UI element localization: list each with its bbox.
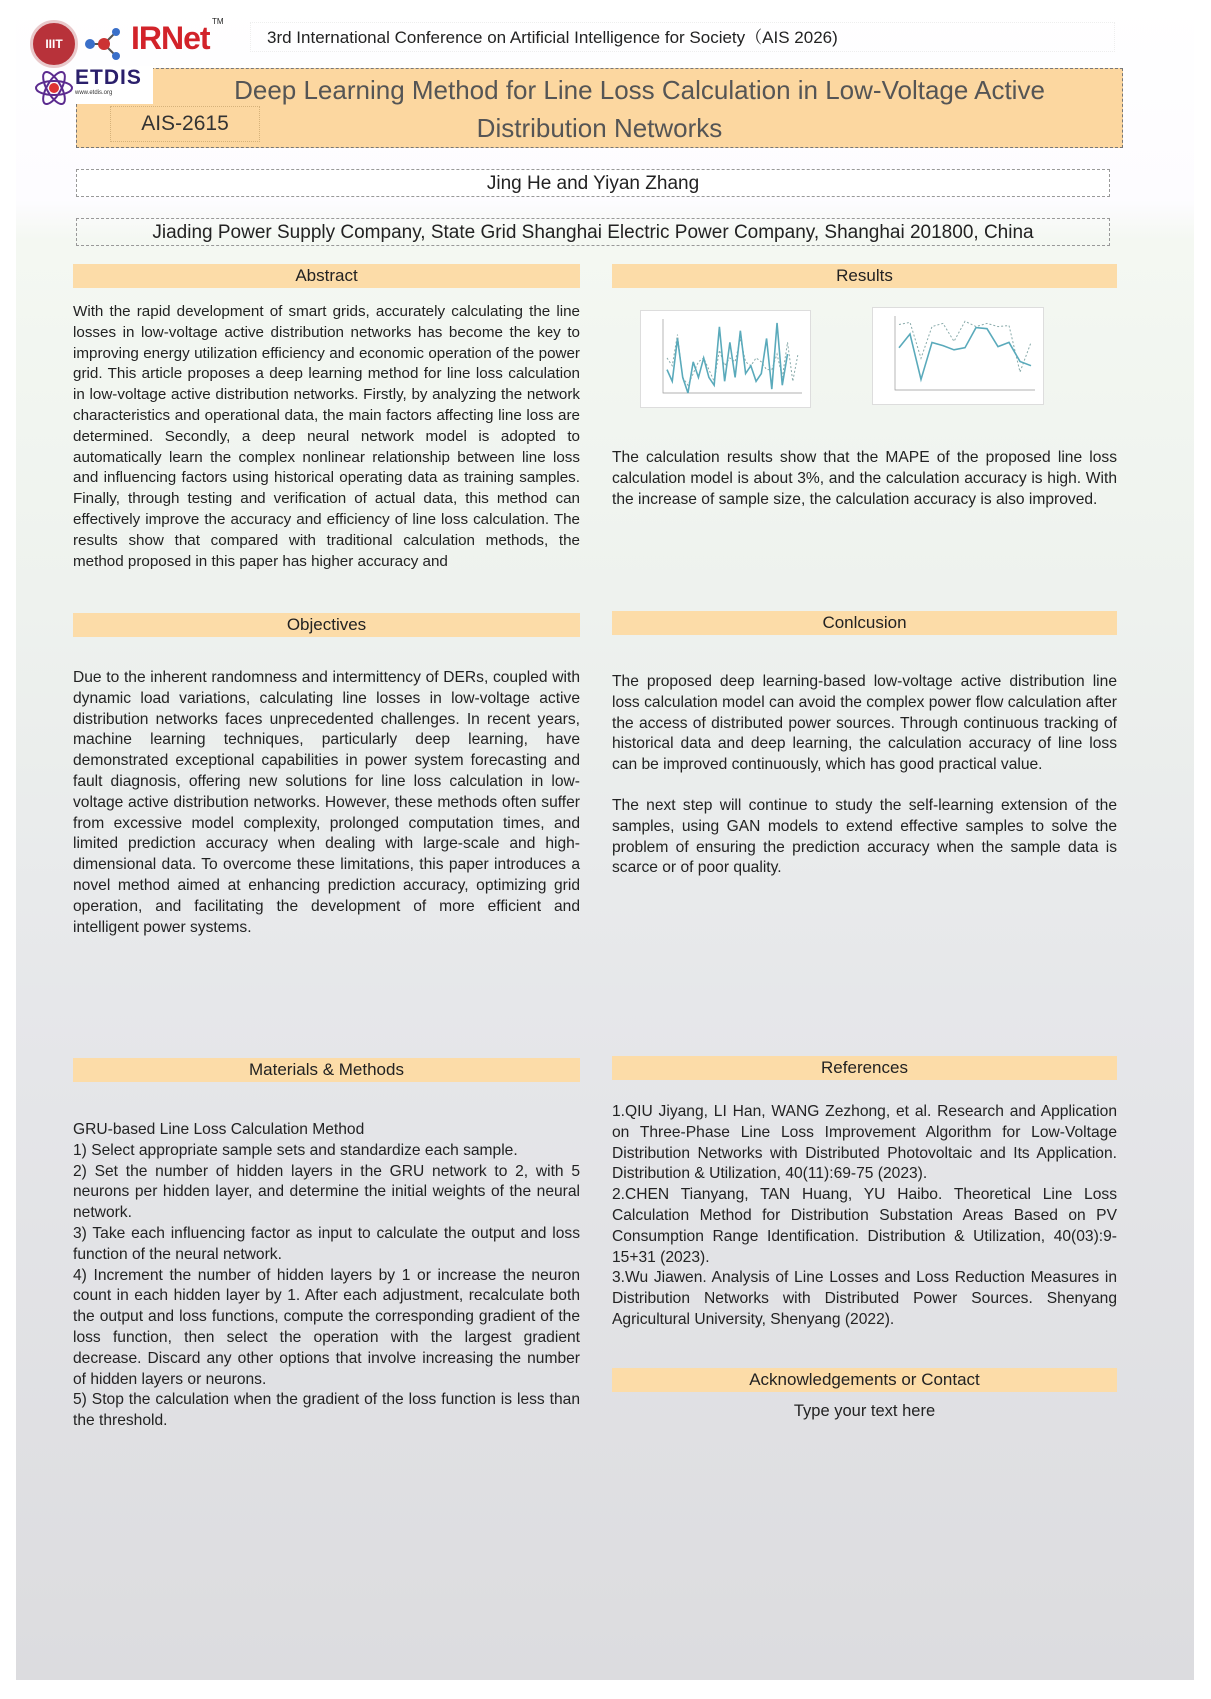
reference-item: 2.CHEN Tianyang, TAN Huang, YU Haibo. Theoretical Line Loss Calculation Method for Distribution Substation Areas Based on PV Consumption Range Identification. Distribution & Utilization, 40(03):9-15+31 (2023). xyxy=(612,1186,1117,1266)
method-step: 2) Set the number of hidden layers in the GRU network to 2, with 5 neurons per hidden layer, and determine the initial weights of the neural network. xyxy=(73,1162,580,1222)
iiit-logo: IIIT xyxy=(30,20,78,68)
methods-content xyxy=(73,1120,580,1432)
conclusion-text xyxy=(612,672,1117,879)
paper-id: AIS-2615 xyxy=(110,106,260,142)
acknowledgements-text: Type your text here xyxy=(793,1402,936,1420)
objectives-text: Due to the inherent randomness and intermittency of DERs, coupled with dynamic load variations, calculating line losses in low-voltage active distribution networks faces unprecedented challenges. In recent years, machine learning techniques, particularly deep learning, have demonstrated exceptional capabilities in power system forecasting and fault diagnosis, offering new solutions for line loss calculation in low-voltage active distribution networks. However, these methods often suffer from excessive model complexity, prolonged computation times, and limited prediction accuracy when dealing with large-scale and high-dimensional data. To overcome these limitations, this paper introduces a novel method aimed at enhancing prediction accuracy, optimizing grid operation, and facilitating the development of more efficient and intelligent power systems. xyxy=(73,669,580,936)
abstract-heading: Abstract xyxy=(73,264,580,288)
results-text: The calculation results show that the MAPE of the proposed line loss calculation model is about 3%, and the calculation accuracy is high. With the increase of sample size, the calculation accuracy is also improved. xyxy=(612,449,1117,508)
methods-heading: Materials & Methods xyxy=(73,1058,580,1082)
method-step: 1) Select appropriate sample sets and standardize each sample. xyxy=(73,1141,518,1159)
references-heading: References xyxy=(612,1056,1117,1080)
method-step: 3) Take each influencing factor as input to calculate the output and loss function of the neural network. xyxy=(73,1224,580,1263)
results-figure-1 xyxy=(640,310,811,408)
results-heading: Results xyxy=(612,264,1117,288)
acknowledgements-heading: Acknowledgements or Contact xyxy=(612,1368,1117,1392)
etdis-logo: ETDIS www.etdis.org xyxy=(75,66,153,104)
abstract-text: With the rapid development of smart grids, accurately calculating the line losses in low-voltage active distribution networks has become the key to improving energy utilization efficiency and economic operation of the power grid. This article proposes a deep learning method for line loss calculation in low-voltage active distribution networks. Firstly, by analyzing the network characteristics and operational data, the main factors affecting line loss are determined. Secondly, a deep neural network model is adopted to automatically learn the complex nonlinear relationship between line loss and influencing factors using historical operating data as training samples. Finally, through testing and verification of actual data, this method can effectively improve the accuracy and efficiency of line loss calculation. The results show that compared with traditional calculation methods, the method proposed in this paper has higher accuracy and xyxy=(73,303,580,570)
conclusion-heading: Conlcusion xyxy=(612,611,1117,635)
methods-subtitle: GRU-based Line Loss Calculation Method xyxy=(73,1121,365,1138)
axis xyxy=(895,316,1035,390)
conference-name: 3rd International Conference on Artificial Intelligence for Society（AIS 2026) xyxy=(250,22,1115,52)
reference-item: 1.QIU Jiyang, LI Han, WANG Zezhong, et al. Research and Application on Three-Phase Line Loss Improvement Algorithm for Low-Voltage Distribution Networks with Distributed Photovoltaic and Its Application. Distribution & Utilization, 40(11):69-75 (2023). xyxy=(612,1103,1117,1183)
molecule-icon xyxy=(82,26,124,62)
objectives-heading: Objectives xyxy=(73,613,580,637)
solid-series-line xyxy=(667,323,788,393)
solid-series-line xyxy=(899,328,1031,380)
irnet-logo: IRNet xyxy=(131,20,210,56)
trademark: TM xyxy=(212,17,224,26)
method-step: 5) Stop the calculation when the gradient of the loss function is less than the threshold. xyxy=(73,1391,580,1430)
method-step: 4) Increment the number of hidden layers by 1 or increase the neuron count in each hidden layer by 1. After each adjustment, recalculate both the output and loss functions, compute the corresponding gradient of the loss function, then select the operation with the largest gradient decrease. Discard any other options that involve increasing the number of hidden layers or neurons. xyxy=(73,1266,580,1388)
reference-item: 3.Wu Jiawen. Analysis of Line Losses and Loss Reduction Measures in Distribution Networks with Distributed Power Sources. Shenyang Agricultural University, Shenyang (2022). xyxy=(612,1269,1117,1328)
conclusion-paragraph: The next step will continue to study the self-learning extension of the samples, using GAN models to extend effective samples to solve the problem of ensuring the prediction accuracy when the sample data is scarce or of poor quality. xyxy=(612,796,1117,877)
authors: Jing He and Yiyan Zhang xyxy=(76,169,1110,197)
conclusion-paragraph: The proposed deep learning-based low-voltage active distribution line loss calculation model can avoid the complex power flow calculation after the access of distributed power sources. Through continuous tracking of historical data and deep learning, the calculation accuracy of line loss can be improved continuously, which has good practical value. xyxy=(612,673,1117,774)
results-figure-2 xyxy=(872,307,1044,405)
affiliation: Jiading Power Supply Company, State Grid Shanghai Electric Power Company, Shanghai 201800, China xyxy=(76,218,1110,246)
references-list xyxy=(612,1102,1117,1331)
poster-title: Deep Learning Method for Line Loss Calculation in Low-Voltage Active Distribution Networks xyxy=(76,68,1123,148)
atom-icon xyxy=(34,68,74,108)
